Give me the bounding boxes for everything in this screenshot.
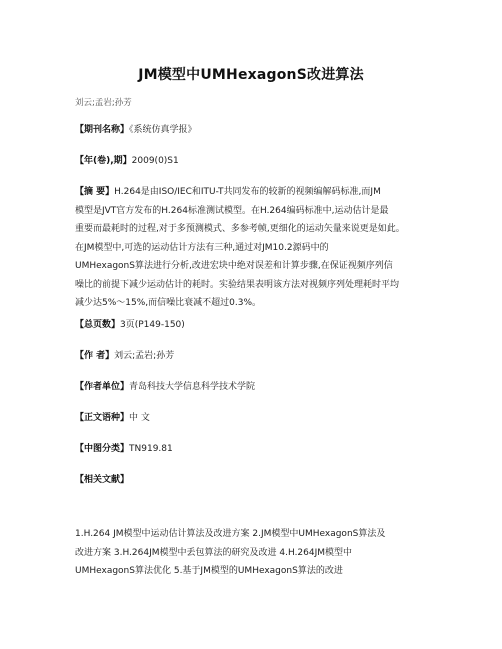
page-count-label: 【总页数】 <box>75 320 121 330</box>
page-count-field <box>75 316 435 335</box>
affiliation-value: 青岛科技大学信息科学技术学院 <box>129 382 256 392</box>
language-value: 中 文 <box>129 413 150 423</box>
language-field <box>75 409 435 428</box>
related-line: 1.H.264 JM模型中运动估计算法及改进方案 2.JM模型中UMHexagonS算法及 <box>75 529 386 539</box>
clc-label: 【中图分类】 <box>75 444 130 454</box>
clc-value: TN919.81 <box>129 444 173 454</box>
abstract-line: 噪比的前提下减少运动估计的耗时。实验结果表明该方法对视频序列处理耗时平均 <box>75 279 400 290</box>
related-line: 改进方案 3.H.264JM模型中丢包算法的研究及改进 4.H.264JM模型中 <box>75 547 353 558</box>
abstract-line: 模型是JVT官方发布的H.264标准测试模型。在H.264编码标准中,运动估计是最 <box>75 205 389 216</box>
journal-field <box>75 121 435 140</box>
abstract-line: 减少达5%～15%,而信噪比衰减不超过0.3%。 <box>75 298 262 308</box>
author-value: 刘云;孟岩;孙芳 <box>114 351 175 361</box>
document-title: JM模型中UMHexagonS改进算法 <box>138 67 364 83</box>
related-heading <box>75 471 435 490</box>
abstract-line: UMHexagonS算法进行分析,改进宏块中绝对误差和计算步骤,在保证视频序列信 <box>75 261 393 271</box>
year-volume-value: 2009(0)S1 <box>131 156 179 166</box>
related-label: 【相关文献】 <box>75 475 130 485</box>
year-volume-field <box>75 152 435 171</box>
page-count-value: 3页(P149-150) <box>120 320 185 330</box>
year-volume-label: 【年(卷),期】 <box>75 156 132 166</box>
clc-field <box>75 440 435 459</box>
journal-value: 《系统仿真学报》 <box>129 125 197 135</box>
abstract-line <box>75 183 435 202</box>
author-field <box>75 347 435 366</box>
abstract-line: 在JM模型中,可选的运动估计方法有三种,通过对JM10.2源码中的 <box>75 242 329 253</box>
abstract-line: 重要而最耗时的过程,对于多预测模式、多参考帧,更细化的运动矢量来说更是如此。 <box>75 224 405 234</box>
abstract-text: H.264是由ISO/IEC和ITU-T共同发布的较新的视频编解码标准,而JM <box>114 187 381 197</box>
affiliation-field <box>75 378 435 397</box>
affiliation-label: 【作者单位】 <box>75 382 130 392</box>
language-label: 【正文语种】 <box>75 413 130 423</box>
authors-line: 刘云;孟岩;孙芳 <box>75 98 132 108</box>
abstract-block <box>75 183 435 313</box>
related-line: UMHexagonS算法优化 5.基于JM模型的UMHexagonS算法的改进 <box>75 566 343 576</box>
author-label: 【作 者】 <box>75 351 115 361</box>
related-list <box>75 525 435 581</box>
abstract-label: 【摘 要】 <box>75 187 115 197</box>
journal-label: 【期刊名称】 <box>75 125 130 135</box>
